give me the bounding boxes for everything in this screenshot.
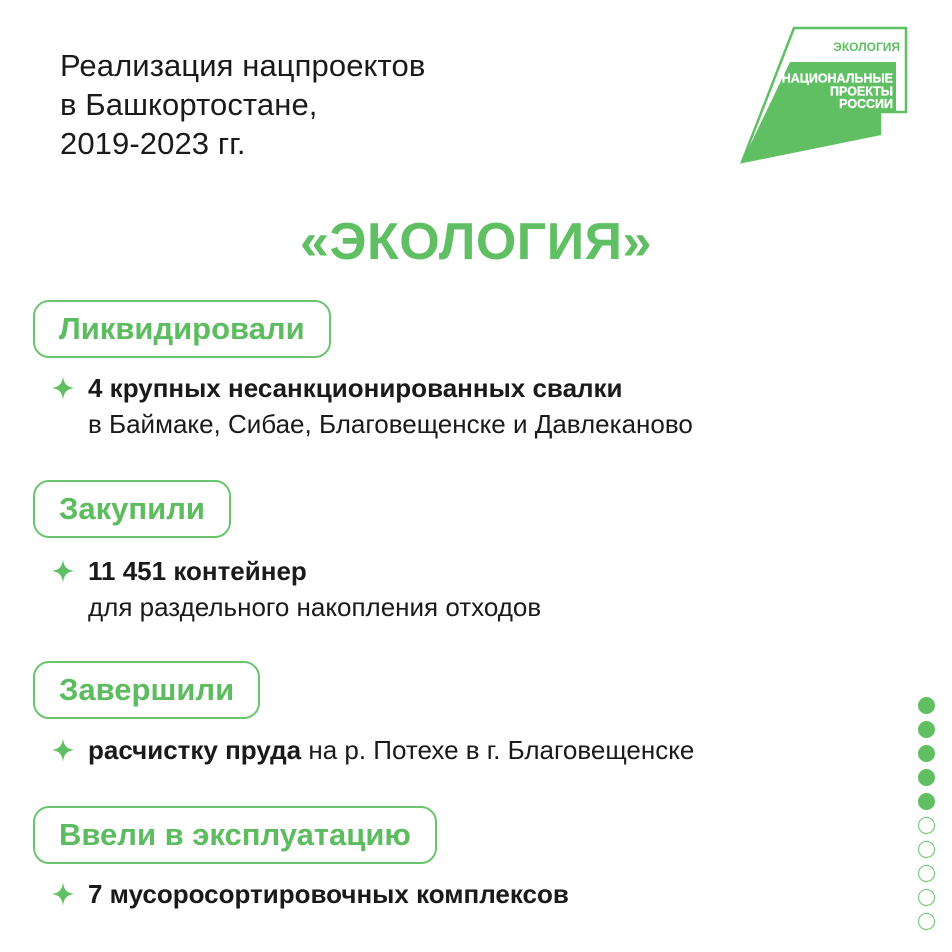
page-dot-empty[interactable]: [918, 841, 935, 858]
item-line-1: [88, 734, 694, 766]
page-dot-filled[interactable]: [918, 745, 935, 762]
item-text: на р. Потехе в г. Благовещенске: [301, 735, 695, 765]
logo-tag: ЭКОЛОГИЯ: [833, 40, 900, 54]
page-dot-empty[interactable]: [918, 889, 935, 906]
page-dot-filled[interactable]: [918, 793, 935, 810]
sparkle-star-icon: [50, 558, 76, 584]
logo-line-2: ПРОЕКТЫ: [830, 83, 893, 99]
item-line-1: [88, 372, 623, 404]
page-dot-filled[interactable]: [918, 769, 935, 786]
page-dot-filled[interactable]: [918, 697, 935, 714]
page-title: [60, 46, 580, 163]
item-line-2: в Баймаке, Сибае, Благовещенске и Давлеканово: [88, 409, 693, 439]
sparkle-star-icon: [50, 375, 76, 401]
item-bold-text: 4 крупных несанкционированных свалки: [88, 373, 623, 403]
title-line-2: в Башкортостане,: [60, 87, 318, 122]
section-label-liquidated: Ликвидировали: [33, 300, 331, 358]
page-dot-filled[interactable]: [918, 721, 935, 738]
item-bold-text: расчистку пруда: [88, 735, 302, 765]
national-projects-logo: [738, 26, 910, 166]
title-line-1: Реализация нацпроектов: [60, 48, 426, 83]
item-line-2: для раздельного накопления отходов: [88, 592, 542, 622]
section-label-completed: Завершили: [33, 661, 260, 719]
main-heading: «ЭКОЛОГИЯ»: [300, 213, 652, 271]
logo-line-1: НАЦИОНАЛЬНЫЕ: [781, 70, 893, 86]
item-bold-text: 7 мусоросортировочных комплексов: [88, 879, 569, 909]
pagination-dots: [918, 697, 936, 937]
section-label-purchased: Закупили: [33, 480, 231, 538]
item-line-1: [88, 555, 307, 587]
sparkle-star-icon: [50, 881, 76, 907]
page-dot-empty[interactable]: [918, 865, 935, 882]
section-label-commissioned: Ввели в эксплуатацию: [33, 806, 437, 864]
item-bold-text: 11 451 контейнер: [88, 556, 307, 586]
page-dot-empty[interactable]: [918, 913, 935, 930]
page-dot-empty[interactable]: [918, 817, 935, 834]
logo-line-3: РОССИИ: [839, 95, 893, 111]
title-line-3: 2019-2023 гг.: [60, 126, 246, 161]
sparkle-star-icon: [50, 737, 76, 763]
item-line-1: [88, 878, 569, 910]
